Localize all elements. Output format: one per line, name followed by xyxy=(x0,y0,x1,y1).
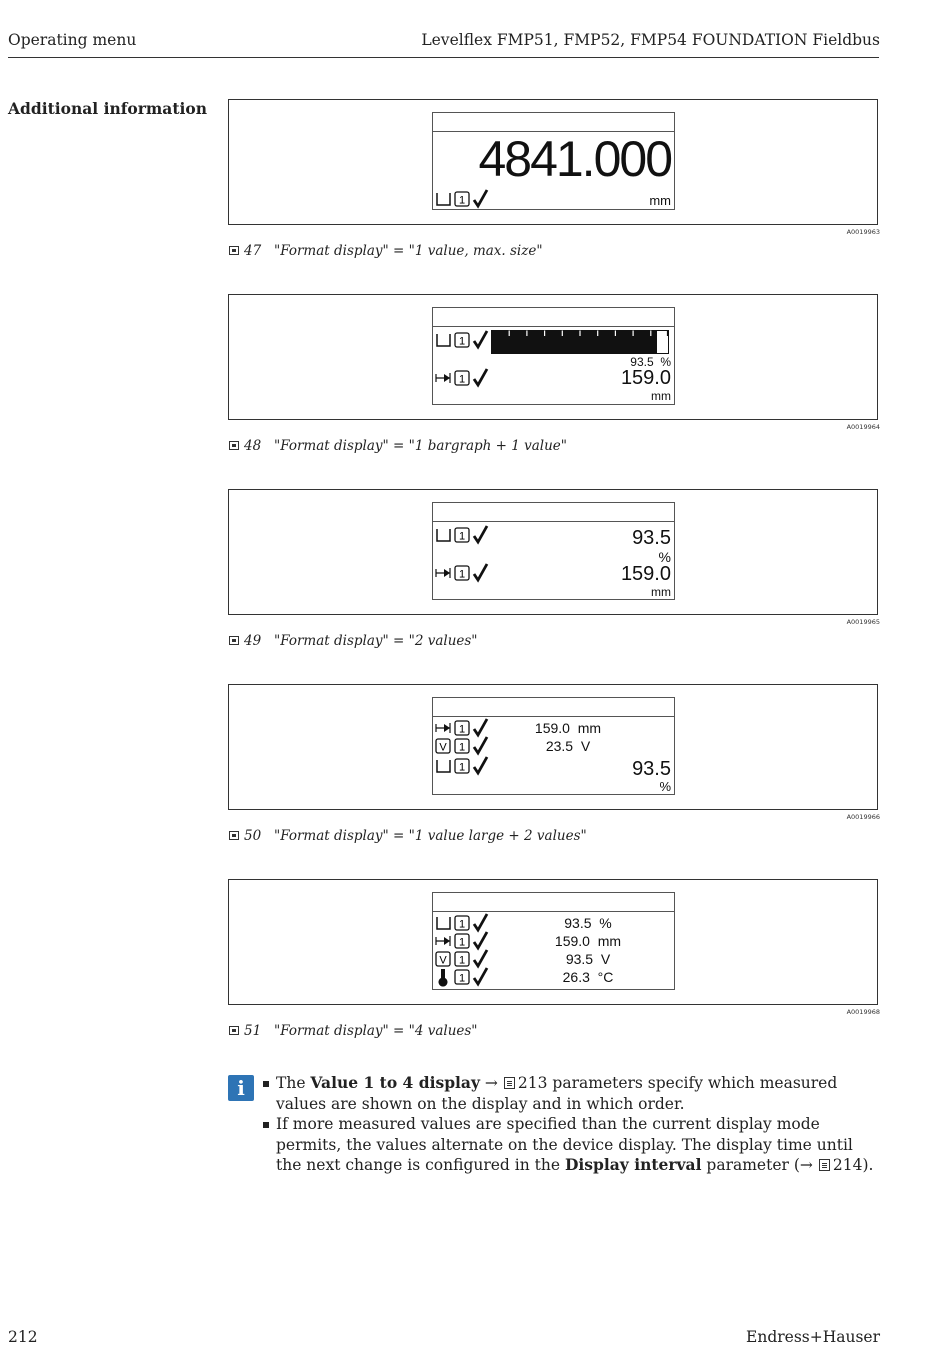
lcd-header-bar xyxy=(433,113,674,132)
temperature-symbol-group xyxy=(435,967,493,987)
svg-text:1: 1 xyxy=(458,723,466,736)
figure-code: A0019965 xyxy=(846,618,880,626)
distance-channel-ok-icon xyxy=(435,718,493,738)
svg-text:1: 1 xyxy=(458,972,466,985)
info-icon: i xyxy=(228,1075,254,1101)
svg-text:1: 1 xyxy=(458,918,466,931)
lcd-row-4: 26.3 °C xyxy=(562,969,614,985)
distance-channel-ok-icon xyxy=(435,931,493,951)
lcd-display xyxy=(432,892,675,990)
level-channel-ok-icon xyxy=(435,756,493,776)
lcd-header-bar xyxy=(433,503,674,522)
svg-text:V: V xyxy=(439,954,447,967)
figure-icon xyxy=(229,1026,239,1035)
svg-text:1: 1 xyxy=(458,954,466,967)
running-header-product: Levelflex FMP51, FMP52, FMP54 FOUNDATION Fieldbus xyxy=(421,31,880,49)
lcd-row-3: 93.5 V xyxy=(565,951,611,967)
figure-50-caption: 50 "Format display" = "1 value large + 2 values" xyxy=(229,828,587,844)
header-rule xyxy=(8,57,879,58)
note-item-1: The Value 1 to 4 display → 213 parameters specify which measured values are shown on the display and in which order. xyxy=(262,1073,878,1114)
distance-symbol-group xyxy=(435,718,493,738)
voltage-symbol-group xyxy=(435,736,493,756)
lcd-value: 159.0 xyxy=(620,367,671,389)
figure-47-frame xyxy=(228,99,878,225)
lcd-row-2: 23.5 V xyxy=(545,738,591,754)
voltage-channel-ok-icon xyxy=(435,949,493,969)
lcd-unit: mm xyxy=(651,389,671,403)
lcd-row-1: 159.0 mm xyxy=(534,720,602,736)
figure-icon xyxy=(229,831,239,840)
distance-symbol-group xyxy=(435,368,493,388)
figure-icon xyxy=(229,441,239,450)
lcd-unit: % xyxy=(659,779,671,794)
running-header-section: Operating menu xyxy=(8,31,137,49)
level-channel-ok-icon xyxy=(435,189,497,209)
svg-text:1: 1 xyxy=(458,761,466,774)
figure-49-caption: 49 "Format display" = "2 values" xyxy=(229,633,478,649)
figure-icon xyxy=(229,246,239,255)
figure-48-caption: 48 "Format display" = "1 bargraph + 1 value" xyxy=(229,438,567,454)
page-number: 212 xyxy=(8,1328,38,1346)
figure-icon xyxy=(229,636,239,645)
level-channel-ok-icon xyxy=(435,525,493,545)
lcd-value-2: 159.0 xyxy=(620,563,671,585)
level-symbol-group xyxy=(435,330,493,350)
svg-text:1: 1 xyxy=(458,335,466,348)
lcd-header-bar xyxy=(433,698,674,717)
level-symbol-group xyxy=(435,756,493,776)
distance-channel-ok-icon xyxy=(435,563,493,583)
figure-code: A0019964 xyxy=(846,423,880,431)
page-reference-icon xyxy=(819,1159,830,1171)
voltage-channel-ok-icon xyxy=(435,736,493,756)
svg-text:1: 1 xyxy=(458,741,466,754)
page-reference-icon xyxy=(504,1077,515,1089)
lcd-large-value: 93.5 xyxy=(632,758,671,780)
svg-text:1: 1 xyxy=(458,936,466,949)
level-symbol-group xyxy=(435,189,497,209)
page-link-214[interactable]: 214 xyxy=(832,1156,863,1174)
svg-text:1: 1 xyxy=(458,530,466,543)
figure-48-frame xyxy=(228,294,878,420)
svg-text:1: 1 xyxy=(458,568,466,581)
bargraph-value: 93.5 % xyxy=(630,355,671,369)
lcd-display xyxy=(432,697,675,795)
lcd-row-1: 93.5 % xyxy=(564,915,612,931)
section-title: Additional information xyxy=(8,99,208,118)
note-item-2: If more measured values are specified than the current display mode permits, the values alternate on the device display. The display time until the next change is configured in the Display interval parameter (→ 214). xyxy=(262,1114,878,1176)
temperature-channel-ok-icon xyxy=(435,967,493,987)
figure-47-caption: 47 "Format display" = "1 value, max. size" xyxy=(229,243,543,259)
figure-code: A0019966 xyxy=(846,813,880,821)
svg-text:1: 1 xyxy=(458,373,466,386)
bargraph xyxy=(491,330,669,354)
lcd-value-1: 93.5 xyxy=(632,527,671,549)
level-channel-ok-icon xyxy=(435,330,493,350)
lcd-display xyxy=(432,307,675,405)
level-symbol-group xyxy=(435,525,493,545)
lcd-header-bar xyxy=(433,308,674,327)
figure-51-caption: 51 "Format display" = "4 values" xyxy=(229,1023,478,1039)
svg-text:1: 1 xyxy=(458,194,466,207)
figure-code: A0019963 xyxy=(846,228,880,236)
lcd-display xyxy=(432,112,675,210)
lcd-main-value: 4841.000 xyxy=(478,131,671,187)
figure-49-frame xyxy=(228,489,878,615)
figure-51-frame xyxy=(228,879,878,1005)
brand-name: Endress+Hauser xyxy=(746,1328,880,1346)
distance-symbol-group xyxy=(435,931,493,951)
lcd-unit-2: mm xyxy=(651,585,671,599)
level-channel-ok-icon xyxy=(435,913,493,933)
distance-symbol-group xyxy=(435,563,493,583)
info-note xyxy=(262,1073,878,1176)
lcd-unit: mm xyxy=(649,193,671,208)
figure-50-frame xyxy=(228,684,878,810)
voltage-symbol-group xyxy=(435,949,493,969)
level-symbol-group xyxy=(435,913,493,933)
lcd-unit-1: % xyxy=(658,549,671,565)
lcd-display xyxy=(432,502,675,600)
figure-code: A0019968 xyxy=(846,1008,880,1016)
lcd-row-2: 159.0 mm xyxy=(554,933,622,949)
lcd-header-bar xyxy=(433,893,674,912)
svg-text:V: V xyxy=(439,741,447,754)
page-link-213[interactable]: 213 xyxy=(517,1074,548,1092)
distance-channel-ok-icon xyxy=(435,368,493,388)
